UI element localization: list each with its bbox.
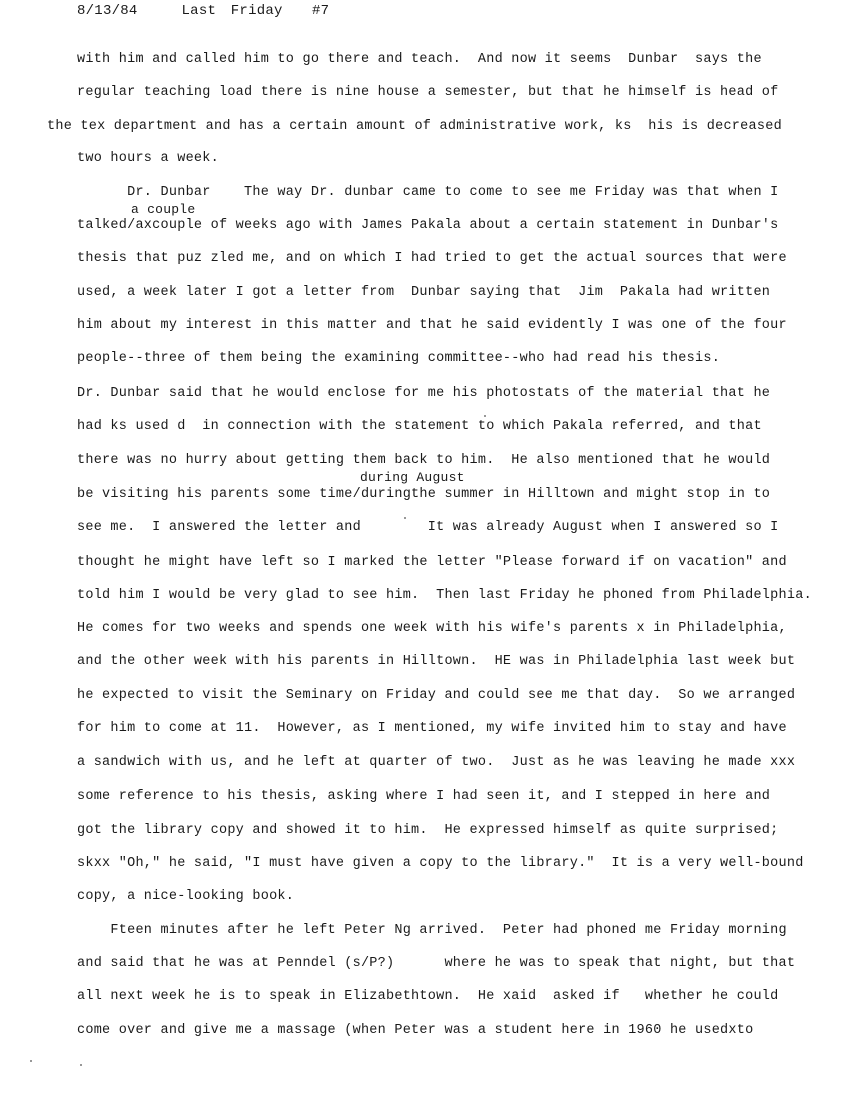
text-line-20: he expected to visit the Seminary on Friday and could see me that day. So we arranged: [77, 688, 796, 703]
text-line-11: Dr. Dunbar said that he would enclose for me his photostats of the material that he: [77, 386, 771, 401]
paper-speck: [30, 1060, 32, 1062]
paper-speck: [404, 517, 406, 519]
text-line-30: come over and give me a massage (when Peter was a student here in 1960 he usedxto: [77, 1023, 754, 1038]
text-line-22: a sandwich with us, and he left at quarter of two. Just as he was leaving he made xxx: [77, 755, 796, 770]
text-line-25: skxx "Oh," he said, "I must have given a copy to the library." It is a very well-bound: [77, 856, 804, 871]
text-line-14: be visiting his parents some time/duringthe summer in Hilltown and might stop in to: [77, 487, 771, 502]
page-header: 8/13/84 Last Friday #7: [77, 3, 330, 19]
paper-speck: [80, 1064, 82, 1066]
paper-speck: [484, 415, 486, 417]
text-line-28: and said that he was at Penndel (s/P?) where he was to speak that night, but that: [77, 956, 796, 971]
insertion-during-august: during August: [360, 470, 465, 485]
text-line-24: got the library copy and showed it to him. He expressed himself as quite surprised;: [77, 823, 779, 838]
text-line-18: He comes for two weeks and spends one week with his wife's parents x in Philadelphia,: [77, 621, 787, 636]
text-line-27: Fteen minutes after he left Peter Ng arrived. Peter had phoned me Friday morning: [77, 923, 787, 938]
text-line-12: had ks used d in connection with the statement to which Pakala referred, and that: [77, 419, 762, 434]
text-line-3: the tex department and has a certain amount of administrative work, ks his is decreased: [47, 119, 782, 134]
text-line-19: and the other week with his parents in Hilltown. HE was in Philadelphia last week but: [77, 654, 796, 669]
text-line-7: thesis that puz zled me, and on which I had tried to get the actual sources that were: [77, 251, 787, 266]
text-line-5: Dr. Dunbar The way Dr. dunbar came to come to see me Friday was that when I: [77, 185, 779, 200]
text-line-26: copy, a nice-looking book.: [77, 889, 295, 904]
text-line-13: there was no hurry about getting them back to him. He also mentioned that he would: [77, 453, 771, 468]
text-line-10: people--three of them being the examining committee--who had read his thesis.: [77, 351, 721, 366]
text-line-16: thought he might have left so I marked the letter "Please forward if on vacation" and: [77, 555, 787, 570]
text-line-17: told him I would be very glad to see him. Then last Friday he phoned from Philadelphia.: [77, 588, 812, 603]
text-line-4: two hours a week.: [77, 151, 219, 166]
text-line-29: all next week he is to speak in Elizabethtown. He xaid asked if whether he could: [77, 989, 779, 1004]
text-line-15: see me. I answered the letter and It was already August when I answered so I: [77, 520, 779, 535]
text-line-23: some reference to his thesis, asking where I had seen it, and I stepped in here and: [77, 789, 771, 804]
text-line-21: for him to come at 11. However, as I mentioned, my wife invited him to stay and have: [77, 721, 787, 736]
text-line-9: him about my interest in this matter and that he said evidently I was one of the four: [77, 318, 787, 333]
text-line-6: talked/axcouple of weeks ago with James Pakala about a certain statement in Dunbar's: [77, 218, 779, 233]
text-line-8: used, a week later I got a letter from Dunbar saying that Jim Pakala had written: [77, 285, 771, 300]
text-line-1: with him and called him to go there and teach. And now it seems Dunbar says the: [77, 52, 762, 67]
insertion-a-couple: a couple: [131, 202, 196, 217]
text-line-2: regular teaching load there is nine house a semester, but that he himself is head of: [77, 85, 779, 100]
